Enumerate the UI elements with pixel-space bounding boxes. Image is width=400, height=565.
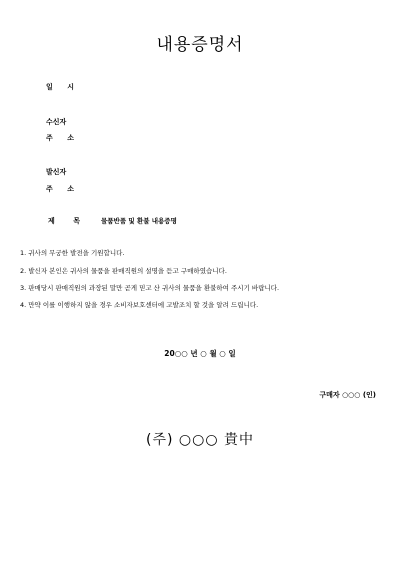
sender-label: 발신자 [46,168,67,176]
date-label: 일 시 [46,83,80,91]
list-item: 1. 귀사의 무궁한 발전을 기원합니다. [20,249,125,257]
list-item: 3. 판매당시 판매직원의 과장된 말만 곧게 믿고 산 귀사의 물품을 환불하여 주시기 바랍니다. [20,284,280,292]
list-item: 2. 발신자 본인은 귀사의 물품을 판매직원의 설명을 듣고 구매하였습니다. [20,267,227,275]
document-title: 내용증명서 [156,35,244,55]
subject-label: 제 목 [48,217,88,225]
sender-address-label: 주 소 [46,185,80,193]
subject-value: 물품반품 및 환불 내용증명 [101,217,177,225]
recipient-line: (주) ○○○ 貴中 [146,432,254,448]
receiver-address-label: 주 소 [46,134,80,142]
buyer-signature: 구매자 ○○○ (인) [319,391,376,399]
issue-date: 20○○ 년 ○ 월 ○ 일 [164,349,236,358]
receiver-label: 수신자 [46,118,67,126]
list-item: 4. 만약 이를 이행하지 않을 경우 소비자보호센터에 고발조치 할 것을 알려 드립니다. [20,301,259,309]
